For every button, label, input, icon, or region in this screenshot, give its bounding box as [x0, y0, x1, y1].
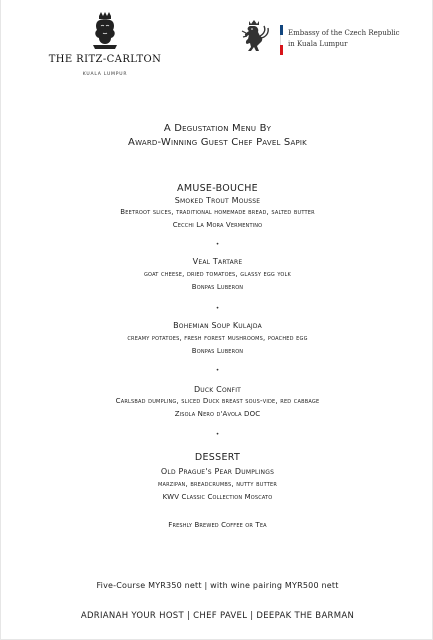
ritz-carlton-name: THE RITZ-CARLTON	[48, 54, 162, 65]
course-dish-name: Smoked Trout Mousse	[174, 196, 261, 205]
course-description: goat cheese, dried tomatoes, glassy egg yolk	[143, 270, 292, 278]
flag-stripe-red	[280, 45, 283, 55]
ritz-carlton-logo	[35, 12, 175, 77]
flag-stripe-blue	[280, 25, 283, 35]
course-description: marzipan, breadcrumbs, nutty butter	[157, 480, 278, 488]
course-dish-name: Veal Tartare	[192, 257, 243, 266]
credits-line: ADRIANAH YOUR HOST | CHEF PAVEL | DEEPAK THE BARMAN	[80, 611, 355, 621]
course-wine-pairing: Zisola Nero d'Avola DOC	[174, 410, 261, 418]
course-wine-pairing: Cecchi La Mora Vermentino	[172, 221, 263, 229]
course-description: creamy potatoes, fresh forest mushrooms, poached egg	[127, 334, 308, 342]
section-heading-dessert: DESSERT	[194, 452, 241, 463]
course-separator-dot: •	[215, 305, 220, 312]
course-description: Beetroot slices, traditional homemade bread, salted butter	[120, 208, 315, 216]
course-separator-dot: •	[215, 241, 220, 248]
menu-title-line2: Award-Winning Guest Chef Pavel Sapik	[128, 137, 307, 148]
course-wine-pairing: KWV Classic Collection Moscato	[162, 493, 273, 501]
pricing-line: Five-Course MYR350 nett | with wine pairing MYR500 nett	[96, 581, 339, 590]
course-description: Carlsbad dumpling, sliced Duck breast sous-vide, red cabbage	[115, 397, 320, 405]
course-separator-dot: •	[215, 367, 220, 374]
ritz-lion-crest-icon	[87, 12, 123, 50]
course-separator-dot: •	[215, 431, 220, 438]
coffee-note: Freshly Brewed Coffee or Tea	[168, 521, 267, 529]
course-dish-name: Old Prague's Pear Dumplings	[160, 467, 275, 476]
flag-stripe-white	[280, 35, 283, 45]
czech-flag-bar	[280, 25, 283, 55]
course-wine-pairing: Bonpas Luberon	[191, 283, 244, 291]
embassy-name-line1: Embassy of the Czech Republic	[288, 29, 400, 37]
czech-lion-crest-icon	[236, 19, 272, 57]
embassy-name	[288, 28, 400, 50]
course-dish-name: Duck Confit	[193, 385, 242, 394]
menu-title-line1: A Degustation Menu By	[163, 123, 272, 134]
section-heading-amuse-bouche: AMUSE-BOUCHE	[177, 183, 258, 194]
course-dish-name: Bohemian Soup Kulajda	[173, 321, 262, 330]
embassy-name-line2: in Kuala Lumpur	[288, 40, 348, 48]
czech-embassy-logo	[230, 11, 420, 67]
ritz-carlton-city: KUALA LUMPUR	[82, 72, 128, 77]
course-wine-pairing: Bonpas Luberon	[191, 347, 244, 355]
